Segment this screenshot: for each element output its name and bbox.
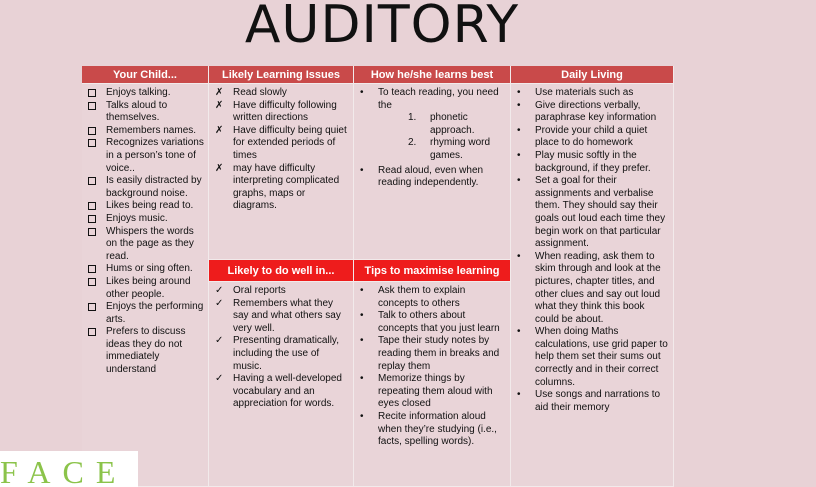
bullet-icon: • <box>517 87 521 98</box>
list-item <box>354 165 506 190</box>
header-do-well: Likely to do well in... <box>209 260 354 282</box>
daily-living-list <box>511 84 673 414</box>
list-item <box>82 100 204 125</box>
list-item <box>82 175 204 200</box>
checkbox-icon <box>88 301 96 316</box>
list-item <box>511 389 669 414</box>
cross-icon: ✗ <box>215 124 224 136</box>
list-item <box>511 150 669 175</box>
page-title: AUDITORY <box>244 0 520 55</box>
how-learns-sublist <box>378 112 506 162</box>
bullet-icon: • <box>517 99 521 111</box>
check-icon: ✓ <box>215 285 224 296</box>
list-item-text: Oral reports <box>233 285 286 296</box>
checkbox-icon <box>88 326 96 341</box>
your-child-list <box>82 84 208 377</box>
list-item-text: Provide your child a quiet place to do homework <box>535 124 648 149</box>
bullet-icon: • <box>517 124 521 136</box>
check-icon: ✓ <box>215 297 224 309</box>
face-logo: FACE <box>0 451 138 487</box>
list-item <box>209 125 349 163</box>
list-item <box>209 373 349 411</box>
list-item <box>511 326 669 389</box>
list-item-text: Remembers names. <box>106 124 197 136</box>
list-item <box>82 263 204 276</box>
list-item-text: Set a goal for their assignments and verbalise them. They should say their goals out loud each time they begin work on that particular assignment. <box>535 175 666 250</box>
how-learns-item-2: Read aloud, even when reading independently. <box>378 164 484 189</box>
list-item <box>354 310 506 335</box>
bullet-icon: • <box>360 335 364 347</box>
list-item <box>511 87 669 100</box>
cross-icon: ✗ <box>215 99 224 111</box>
list-item-text: Recognizes variations in a person’s tone of voice.. <box>106 137 204 174</box>
list-item-text: Presenting dramatically, including the use of music. <box>233 335 339 372</box>
checkbox-icon <box>88 175 96 190</box>
sub-item-text: rhyming word games. <box>430 137 491 161</box>
bullet-icon: • <box>360 285 364 296</box>
learning-issues-cell <box>209 84 354 260</box>
list-item-text: Have difficulty being quiet for extended periods of times <box>233 124 347 161</box>
header-learning-issues: Likely Learning Issues <box>209 66 354 84</box>
list-item <box>511 251 669 327</box>
list-item-text: Have difficulty following written directions <box>233 99 337 124</box>
how-learns-list <box>354 84 510 190</box>
list-item <box>209 335 349 373</box>
bullet-icon: • <box>517 326 521 338</box>
list-item <box>354 373 506 411</box>
list-item <box>209 285 349 298</box>
bullet-icon: • <box>360 410 364 422</box>
list-item-text: Use songs and narrations to aid their memory <box>535 389 661 413</box>
checkbox-icon <box>88 276 96 291</box>
list-item-text: Talks aloud to themselves. <box>106 99 168 124</box>
header-daily-living: Daily Living <box>511 66 674 84</box>
list-item <box>511 175 669 251</box>
sub-item-text: phonetic approach. <box>430 112 475 136</box>
list-item <box>82 226 204 264</box>
list-item-text: Whispers the words on the page as they read. <box>106 225 194 262</box>
list-item <box>209 100 349 125</box>
list-item-text: Give directions verbally, paraphrase key information <box>535 99 657 124</box>
cross-icon: ✗ <box>215 162 224 174</box>
do-well-cell <box>209 282 354 487</box>
checkbox-icon <box>88 226 96 241</box>
list-item <box>209 163 349 213</box>
check-icon: ✓ <box>215 373 224 385</box>
list-item-text: When doing Maths calculations, use grid paper to help them set their sums out correctly and in their correct columns. <box>535 326 668 388</box>
how-learns-cell <box>354 84 511 260</box>
auditory-table <box>82 66 674 487</box>
list-item-text: Talk to others about concepts that you just learn <box>378 310 500 334</box>
list-item <box>82 276 204 301</box>
list-item <box>82 87 204 100</box>
list-item <box>82 137 204 175</box>
list-item-text: When reading, ask them to skim through and look at the pictures, chapter titles, and other clues and say out loud what they think this book could be about. <box>535 250 661 325</box>
sub-number: 1. <box>408 112 417 124</box>
list-item-text: Likes being around other people. <box>106 275 191 300</box>
your-child-cell <box>82 84 209 487</box>
list-item <box>408 112 506 137</box>
header-how-learns: How he/she learns best <box>354 66 511 84</box>
list-item-text: may have difficulty interpreting complicated graphs, maps or diagrams. <box>233 162 340 212</box>
bullet-icon: • <box>360 87 364 98</box>
list-item <box>354 87 506 163</box>
list-item <box>82 200 204 213</box>
list-item-text: Likes being read to. <box>106 200 194 212</box>
list-item-text: Enjoys music. <box>106 212 168 224</box>
do-well-list <box>209 282 353 411</box>
list-item <box>511 125 669 150</box>
bullet-icon: • <box>517 389 521 401</box>
list-item <box>354 335 506 373</box>
bullet-icon: • <box>517 175 521 187</box>
list-item <box>354 285 506 310</box>
bullet-icon: • <box>360 164 364 176</box>
list-item <box>82 301 204 326</box>
list-item <box>209 298 349 336</box>
bullet-icon: • <box>517 149 521 161</box>
list-item-text: Having a well-developed vocabulary and an appreciation for words. <box>233 373 342 410</box>
cross-icon: ✗ <box>215 87 224 98</box>
list-item-text: Use materials such as <box>535 87 634 98</box>
list-item-text: Enjoys talking. <box>106 87 171 98</box>
list-item-text: Tape their study notes by reading them in breaks and replay them <box>378 335 500 372</box>
checkbox-icon <box>88 100 96 115</box>
list-item-text: Is easily distracted by background noise. <box>106 175 202 199</box>
tips-cell <box>354 282 511 487</box>
check-icon: ✓ <box>215 335 224 347</box>
list-item <box>511 100 669 125</box>
list-item-text: Read slowly <box>233 87 287 98</box>
list-item <box>82 125 204 138</box>
list-item-text: Ask them to explain concepts to others <box>378 285 466 309</box>
bullet-icon: • <box>360 310 364 322</box>
list-item-text: Remembers what they say and what others say very well. <box>233 297 341 334</box>
list-item <box>408 137 506 162</box>
learning-issues-list <box>209 84 353 213</box>
list-item-text: Hums or sing often. <box>106 263 193 275</box>
list-item-text: Play music softly in the background, if they prefer. <box>535 149 651 174</box>
daily-living-cell <box>511 84 674 487</box>
list-item-text: Enjoys the performing arts. <box>106 301 204 325</box>
tips-list <box>354 282 510 449</box>
bullet-icon: • <box>360 373 364 385</box>
list-item-text: Memorize things by repeating them aloud with eyes closed <box>378 373 493 410</box>
list-item-text: Recite information aloud when they’re studying (i.e., facts, spelling words). <box>378 410 497 448</box>
sub-number: 2. <box>408 137 417 149</box>
how-learns-item-1: To teach reading, you need the <box>378 87 499 111</box>
list-item <box>209 87 349 100</box>
header-your-child: Your Child... <box>82 66 209 84</box>
bullet-icon: • <box>517 250 521 262</box>
list-item <box>82 326 204 376</box>
list-item-text: Prefers to discuss ideas they do not immediately understand <box>106 326 186 376</box>
checkbox-icon <box>88 137 96 152</box>
list-item <box>82 213 204 226</box>
list-item <box>354 411 506 449</box>
header-tips: Tips to maximise learning <box>354 260 511 282</box>
